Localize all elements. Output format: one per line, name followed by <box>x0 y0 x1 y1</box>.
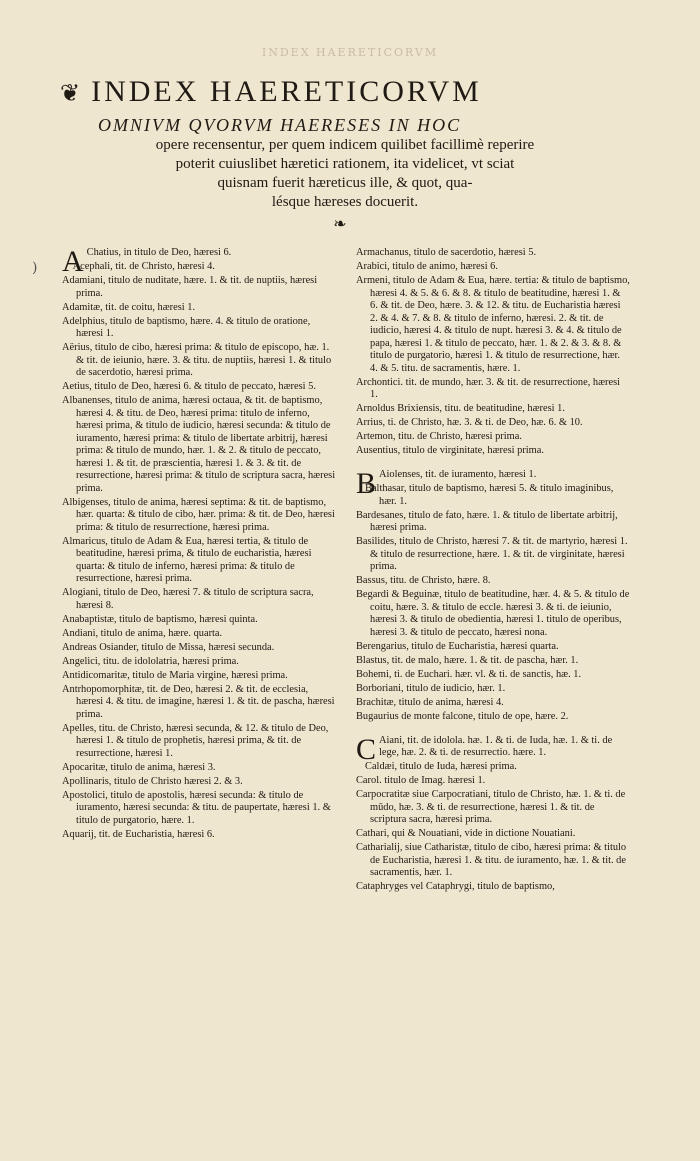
index-entry: Bardesanes, titulo de fato, hære. 1. & titulo de libertate arbitrij, hæresi prima. <box>356 509 618 533</box>
index-entry-text: Aiani, tit. de idolola. hæ. 1. & ti. de Iuda, hæ. 1. & ti. de lege, hæ. 2. & ti. de resurrectio. hære. 1. <box>379 734 613 758</box>
index-entry: Berengarius, titulo de Eucharistia, hæresi quarta. <box>356 640 559 652</box>
index-entry: Albanenses, titulo de anima, hæresi octaua, & tit. de baptismo, hæresi 4. & titu. de Deo, hæresi prima: titulo de inferno, hæresi prima, & titulo de iudicio, hæresi secunda: & titulo de iuramento, hæresi prima: & titulo de libertate arbitrij, hæresi prima: & titulo de mundo, hær. 1. & 2. & titulo de peccato, hæresi 1. & tit. de præscientia, hæresi 1. & 3. & tit. de resurrectione, hæresi prima: & titulo de scriptura sacra, hæresi prima. <box>62 395 336 494</box>
drop-cap-initial: B <box>356 467 377 500</box>
index-entry: Adamitæ, tit. de coitu, hæresi 1. <box>62 301 196 313</box>
index-entry: Carpocratitæ siue Carpocratiani, titulo de Christo, hæ. 1. & ti. de mūdo, hæ. 3. & ti. de resurrectione, hæresi 1. & tit. de scriptura sacra, hæresi prima. <box>356 789 626 825</box>
index-entry: Aquarij, tit. de Eucharistia, hæresi 6. <box>62 828 215 840</box>
index-entry: Bassus, titu. de Christo, hære. 8. <box>356 575 491 586</box>
index-entry: Alogiani, titulo de Deo, hæresi 7. & titulo de scriptura sacra, hæresi 8. <box>62 587 314 611</box>
index-entry: Almaricus, titulo de Adam & Eua, hæresi tertia, & titulo de beatitudine, hæresi prima, & titulo de eucharistia, hæresi quarta: & titulo de inferno, hæresi prima: & titulo de resurrectione, hæresi prima. <box>62 535 312 584</box>
section-gap <box>356 459 630 469</box>
intro-line: poterit cuiuslibet hæretici rationem, ita videlicet, vt sciat <box>175 156 515 172</box>
index-entry: Albigenses, titulo de anima, hæresi septima: & tit. de baptismo, hær. quarta: & titulo de cibo, hær. prima: & tit. de Deo, hæresi prima: & titulo de resurrectione, hæresi prima. <box>62 496 335 533</box>
fleuron-icon: ❦ <box>60 81 84 107</box>
index-entry: Bugaurius de monte falcone, titulo de ope, hære. 2. <box>356 710 569 722</box>
index-entry: Angelici, titu. de idololatria, hæresi prima. <box>62 655 239 667</box>
index-entry: Brachitæ, titulo de anima, hæresi 4. <box>356 696 504 708</box>
index-entry: Armachanus, titulo de sacerdotio, hæresi 5. <box>356 247 537 258</box>
index-entry: Basilides, titulo de Christo, hæresi 7. & tit. de martyrio, hæresi 1. & titulo de resurrectione, hære. 1. & tit. de virginitate, hæresi prima. <box>356 536 628 572</box>
title-block <box>60 74 620 233</box>
index-entry: Ausentius, titulo de virginitate, hæresi prima. <box>356 445 544 456</box>
index-entry: Antrhopomorphitæ, tit. de Deo, hæresi 2. & tit. de ecclesia, hæresi 4. & titu. de imagine, hæresi 1. & tit. de pascha, hæresi prima. <box>62 683 335 720</box>
index-entry: Artemon, titu. de Christo, hæresi prima. <box>356 431 522 442</box>
index-entry: Arnoldus Brixiensis, titu. de beatitudine, hæresi 1. <box>356 403 565 414</box>
index-entry <box>356 732 630 766</box>
page-title-text: INDEX HAERETICORVM <box>91 75 482 108</box>
intro-line: quisnam fuerit hæreticus ille, & quot, qua- <box>217 175 473 191</box>
index-entry: Balthasar, titulo de baptismo, hæresi 5. & titulo imaginibus, hær. 1. <box>365 483 614 507</box>
right-column <box>356 247 630 895</box>
section-gap <box>356 725 630 735</box>
index-entry: Carol. titulo de Imag. hæresi 1. <box>356 775 486 786</box>
ornament-icon: ❧ <box>333 214 347 233</box>
index-entry: Apocaritæ, titulo de anima, hæresi 3. <box>62 761 216 773</box>
index-entry: Apollinaris, titulo de Christo hæresi 2. & 3. <box>62 775 243 787</box>
index-entry: Apelles, titu. de Christo, hæresi secunda, & 12. & titulo de Deo, hæresi 1. & titulo de prophetis, hæresi prima, & tit. de resurrectione, hæresi 1. <box>62 722 329 759</box>
index-columns <box>62 247 630 895</box>
intro-line: lésque hæreses docuerit. <box>271 194 419 210</box>
index-entry: Armeni, titulo de Adam & Eua, hære. tertia: & titulo de baptismo, hæresi 4. & 5. & 6. & 8. & titulo de beatitudine, hæresi 1. & 6. & tit. de Deo, hære. 3. & 12. & titu. de Eucharistia hæresi 2. & 4. & 7. & 8. & titulo de inferno, hæresi. 2. & tit. de iudicio, hæresi 4. & titulo de nupt. hæresi 3. & 4. & titulo de papa, hæresi 1. & titulo de peccato, hær. 1. & 2. & 3. & 8. & titulo de purgatorio, hæresi 1. & titulo de resurrectione, hær. 4. & 5. titu. de sacramentis, hære. 1. <box>356 275 630 374</box>
index-entry: Arabici, titulo de animo, hæresi 6. <box>356 261 498 272</box>
index-entry: Cataphryges vel Cataphrygi, titulo de baptismo, <box>356 881 555 892</box>
running-head: INDEX HAERETICORVM <box>261 46 439 59</box>
index-entry: Bohemi, ti. de Euchari. hær. vl. & ti. de sanctis, hæ. 1. <box>356 668 582 680</box>
index-entry-text: Chatius, in titulo de Deo, hæresi 6. <box>86 247 232 258</box>
index-entry: Adelphius, titulo de baptismo, hære. 4. & titulo de oratione, hæresi 1. <box>62 315 311 339</box>
index-entry: Catharialij, siue Catharistæ, titulo de cibo, hæresi prima: & titulo de Eucharistia, hæresi 1. & titu. de iuramento, hæ. 1. & tit. de sacramentis, hær. 1. <box>356 842 627 878</box>
index-entry: Begardi & Beguinæ, titulo de beatitudine, hær. 4. & 5. & titulo de coitu, hære. 3. & titulo de eccle. hæresi 3. & ti. de ieiunio, hæresi 3. & titulo de obedientia, hæresi 1. titulo de operibus, hæresi 3. & titulo de peccato, hæresi nona. <box>356 589 630 638</box>
intro-line: opere recensentur, per quem indicem quilibet facillimè reperire <box>155 137 535 153</box>
index-entry: Arrius, ti. de Christo, hæ. 3. & ti. de Deo, hæ. 6. & 10. <box>356 417 583 428</box>
index-entry: Acephali, tit. de Christo, hæresi 4. <box>72 261 215 272</box>
drop-cap-initial: C <box>356 732 377 766</box>
index-entry: Aërius, titulo de cibo, hæresi prima: & titulo de episcopo, hæ. 1. & tit. de ieiunio, hære. 3. & titu. de nuptiis, hæresi 1. & titulo de sacerdotio, hæresi prima. <box>62 342 332 378</box>
index-entry: Antidicomaritæ, titulo de Maria virgine, hæresi prima. <box>62 669 288 681</box>
index-entry: Andiani, titulo de anima, hære. quarta. <box>62 627 223 639</box>
index-entry: Archontici. tit. de mundo, hær. 3. & tit. de resurrectione, hæresi 1. <box>356 376 621 400</box>
margin-mark: ) <box>32 260 38 276</box>
index-entry-text: Aiolenses, tit. de iuramento, hæresi 1. <box>379 469 537 480</box>
index-entry: Cathari, qui & Nouatiani, vide in dictione Nouatiani. <box>356 828 576 839</box>
index-entry: Apostolici, titulo de apostolis, hæresi secunda: & titulo de iuramento, hæresi secunda: & titu. de paupertate, hæresi 1. & titulo de purgatorio, hære. 1. <box>62 789 331 826</box>
left-column <box>62 247 336 895</box>
index-entry: Caldæi, titulo de Iuda, hæresi prima. <box>365 761 517 772</box>
page-subtitle: OMNIVM QVORVM HAERESES IN HOC <box>98 115 462 135</box>
intro-text <box>60 136 620 212</box>
index-entry: Anabaptistæ, titulo de baptismo, hæresi quinta. <box>62 613 258 625</box>
drop-cap-initial: A <box>62 245 84 278</box>
page-title <box>60 74 620 112</box>
index-entry: Blastus, tit. de malo, hære. 1. & tit. de pascha, hær. 1. <box>356 654 579 666</box>
index-entry: Andreas Osiander, titulo de Missa, hæresi secunda. <box>62 641 275 653</box>
index-entry: Adamiani, titulo de nuditate, hære. 1. & tit. de nuptiis, hæresi prima. <box>62 275 318 299</box>
index-entry: Aetius, titulo de Deo, hæresi 6. & titulo de peccato, hæresi 5. <box>62 381 316 392</box>
index-entry: Borboriani, titulo de iudicio, hær. 1. <box>356 682 506 694</box>
